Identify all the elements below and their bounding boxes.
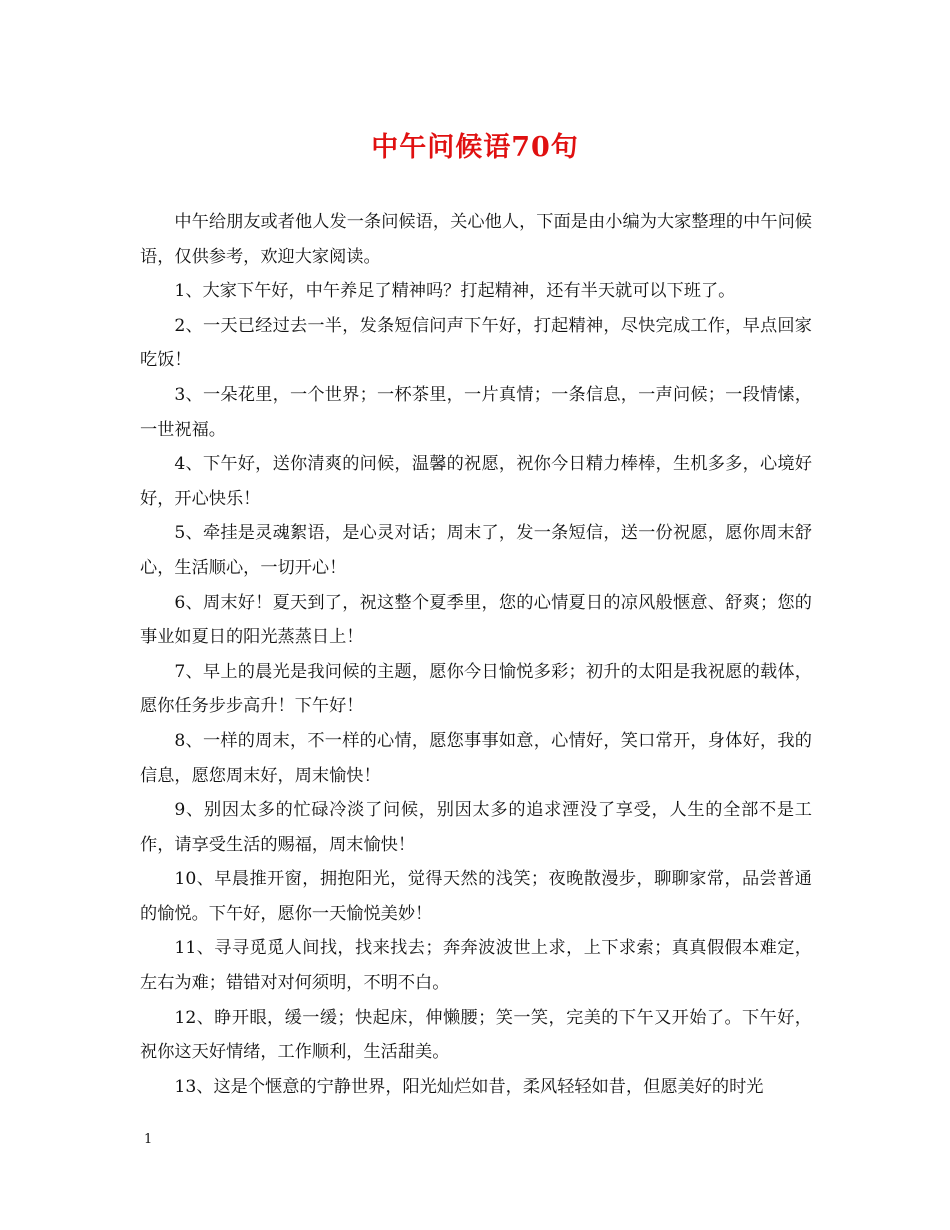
document-title: 中午问候语70句 (371, 132, 579, 163)
intro-paragraph: 中午给朋友或者他人发一条问候语，关心他人，下面是由小编为大家整理的中午问候语，仅供参考，欢迎大家阅读。 (140, 212, 812, 267)
greeting-item: 4、下午好，送你清爽的问候，温馨的祝愿，祝你今日精力棒棒，生机多多，心境好好，开心快乐！ (140, 454, 812, 509)
greeting-item: 2、一天已经过去一半，发条短信问声下午好，打起精神，尽快完成工作，早点回家吃饭！ (140, 315, 812, 371)
greeting-item: 11、寻寻觅觅人间找，找来找去；奔奔波波世上求，上下求索；真真假假本难定，左右为难；错错对对何须明，不明不白。 (140, 938, 812, 994)
page-number: 1 (144, 1132, 153, 1147)
greeting-item: 1、大家下午好，中午养足了精神吗？打起精神，还有半天就可以下班了。 (174, 281, 736, 302)
greeting-item: 12、睁开眼，缓一缓；快起床，伸懒腰；笑一笑，完美的下午又开始了。下午好，祝你这天好情绪，工作顺利，生活甜美。 (140, 1007, 812, 1063)
greeting-item: 5、牵挂是灵魂絮语，是心灵对话；周末了，发一条短信，送一份祝愿，愿你周末舒心，生活顺心，一切开心！ (140, 523, 812, 578)
greeting-item: 3、一朵花里，一个世界；一杯茶里，一片真情；一条信息，一声问候；一段情愫，一世祝福。 (140, 384, 812, 440)
document-body (140, 205, 812, 1104)
greeting-item: 10、早晨推开窗，拥抱阳光，觉得天然的浅笑；夜晚散漫步，聊聊家常，品尝普通的愉悦。下午好，愿你一天愉悦美妙！ (140, 869, 812, 924)
greeting-item: 9、别因太多的忙碌冷淡了问候，别因太多的追求湮没了享受，人生的全部不是工作，请享受生活的赐福，周末愉快！ (140, 800, 812, 855)
greeting-item: 8、一样的周末，不一样的心情，愿您事事如意，心情好，笑口常开，身体好，我的信息，愿您周末好，周末愉快！ (140, 730, 812, 786)
greeting-item: 7、早上的晨光是我问候的主题，愿你今日愉悦多彩；初升的太阳是我祝愿的载体，愿你任务步步高升！下午好！ (140, 661, 812, 717)
greeting-item: 6、周末好！夏天到了，祝这整个夏季里，您的心情夏日的凉风般惬意、舒爽；您的事业如夏日的阳光蒸蒸日上！ (140, 592, 812, 648)
greeting-item: 13、这是个惬意的宁静世界，阳光灿烂如昔，柔风轻轻如昔，但愿美好的时光 (174, 1076, 764, 1097)
